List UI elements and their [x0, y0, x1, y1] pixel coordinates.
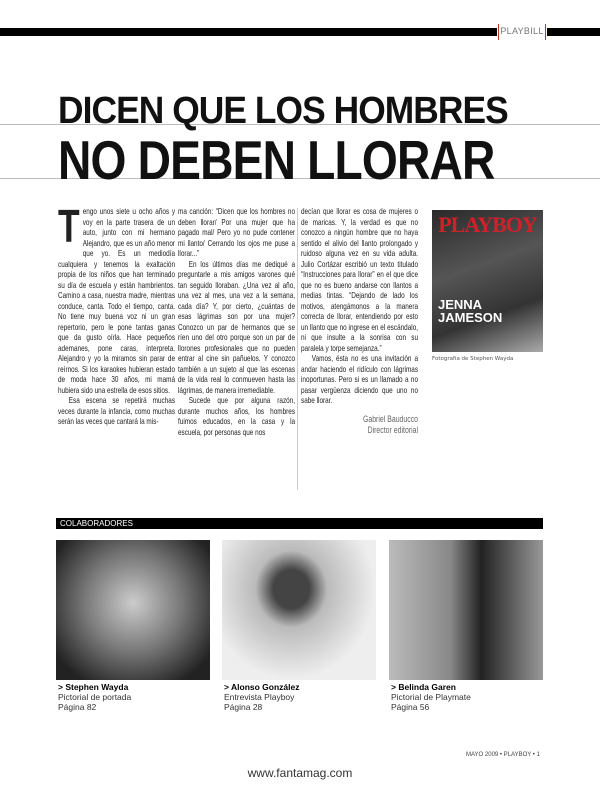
collaborator-credit	[391, 682, 551, 712]
column-divider	[297, 208, 298, 490]
collaborator-name: > Belinda Garen	[391, 682, 456, 692]
paragraph: Sucede que por alguna razón, durante muchos años, los hombres fuimos educados, en la casa y la escuela, por personas que nos	[178, 395, 296, 437]
header-tick	[498, 24, 499, 40]
paragraph: En los últimos días me dediqué a preguntarle a mis amigos varones qué tan seguido lloraban. ¿Una vez al año, una vez al mes, una vez a la semana, cada día? Y, por cierto, ¿cuántas de esas lágrimas son por una mujer? Conozco un par de hermanos que se ríen uno del otro porque son un par de llorones profesionales que no pueden entrar al cine sin pañuelos. Y conozco también a un sujeto al que las escenas de la vida real lo conmueven hasta las lágrimas, de manera irremediable.	[178, 258, 296, 395]
signature	[301, 414, 418, 436]
paragraph: Vamos, ésta no es una invitación a andar haciendo el ridículo con lágrimas inoportunas. Pero si es un llamado a no pasar vergüenza diciendo que uno no sabe llorar.	[301, 353, 419, 405]
title-line-2: NO DEBEN LLORAR	[58, 129, 495, 191]
paragraph: decían que llorar es cosa de mujeres o de maricas. Y, la verdad es que no conozco a ningún hombre que no haya sentido el alivio del llanto prolongado y ruidoso alguna vez en su vida adulta. Julio Cortázar escribió un texto titulado “Instrucciones para llorar” en el que dice que no es bueno andarse con llantos a medias tintas. “Dejando de lado los motivos, atengámonos a la manera correcta de llorar, entendiendo por esto un llanto que no ingrese en el escándalo, ni que insulte a la sonrisa con su paralela y torpe semejanza.”	[301, 206, 419, 353]
collaborator-photo	[389, 540, 543, 680]
author-name: Gabriel Bauducco	[362, 413, 419, 424]
article-column-1	[58, 200, 176, 427]
header-bar-left	[0, 28, 497, 36]
collaborator-role: Pictorial de portada	[58, 692, 132, 702]
collaborator-credit	[224, 682, 384, 712]
title-line-1: DICEN QUE LOS HOMBRES	[58, 90, 508, 132]
collaborator-role: Entrevista Playboy	[224, 692, 295, 702]
paragraph: engo unos siete u ocho años y voy en la parte trasera de un auto, junto con mi hermano Alejandro, que es un año menor que yo. Es un mediodía cualquiera y tenemos la exaltación propia de los niños que han terminado su día de escuela y están hambrientos. Camino a casa, nuestra madre, mientras conduce, canta. Todo el tiempo, canta. No tiene muy buena voz ni un gran repertorio, pero le pone tantas ganas que da gusto oírla. Hace pequeños ademanes, pone caras, interpreta. Alejandro y yo la miramos sin parar de reírnos. Si los karaokes hubieran estado de moda hace 30 años, mi mamá hubiera sido una estrella de esos sitios.	[58, 206, 176, 395]
collaborator-photo	[222, 540, 376, 680]
collaborator-name: > Stephen Wayda	[58, 682, 129, 692]
cover-logo: PLAYBOY	[438, 212, 537, 237]
collaborators-heading: COLABORADORES	[56, 518, 543, 529]
collaborator-photo	[56, 540, 210, 680]
section-label: PLAYBILL	[500, 26, 544, 36]
drop-cap: T	[58, 200, 80, 252]
article-column-3	[301, 206, 418, 436]
header-bar-right	[547, 28, 600, 36]
collaborator-page: Página 82	[58, 702, 97, 712]
magazine-cover-image	[432, 210, 543, 352]
collaborator-page: Página 56	[391, 702, 430, 712]
paragraph: ma canción: “Dicen que los hombres no deben llorar/ Por una mujer que ha pagado mal/ Pero yo no pude contener mi llanto/ Cerrando los ojos me puse a llorar...”	[178, 206, 296, 258]
paragraph: Esa escena se repetirá muchas veces durante la infancia, como muchas serán las veces que cantará la mis-	[58, 395, 176, 426]
collaborator-page: Página 28	[224, 702, 263, 712]
page-folio: MAYO 2009 • PLAYBOY • 1	[466, 752, 540, 758]
collaborator-credit	[58, 682, 218, 712]
collaborator-role: Pictorial de Playmate	[391, 692, 471, 702]
article-column-2	[178, 206, 295, 437]
header-tick	[545, 24, 546, 40]
cover-name: JENNA JAMESON	[438, 297, 503, 325]
author-role: Director editorial	[367, 424, 419, 435]
photo-caption: Fotografía de Stephen Wayda	[432, 356, 514, 362]
website-link[interactable]: www.fantamag.com	[247, 766, 353, 780]
collaborator-name: > Alonso González	[224, 682, 300, 692]
